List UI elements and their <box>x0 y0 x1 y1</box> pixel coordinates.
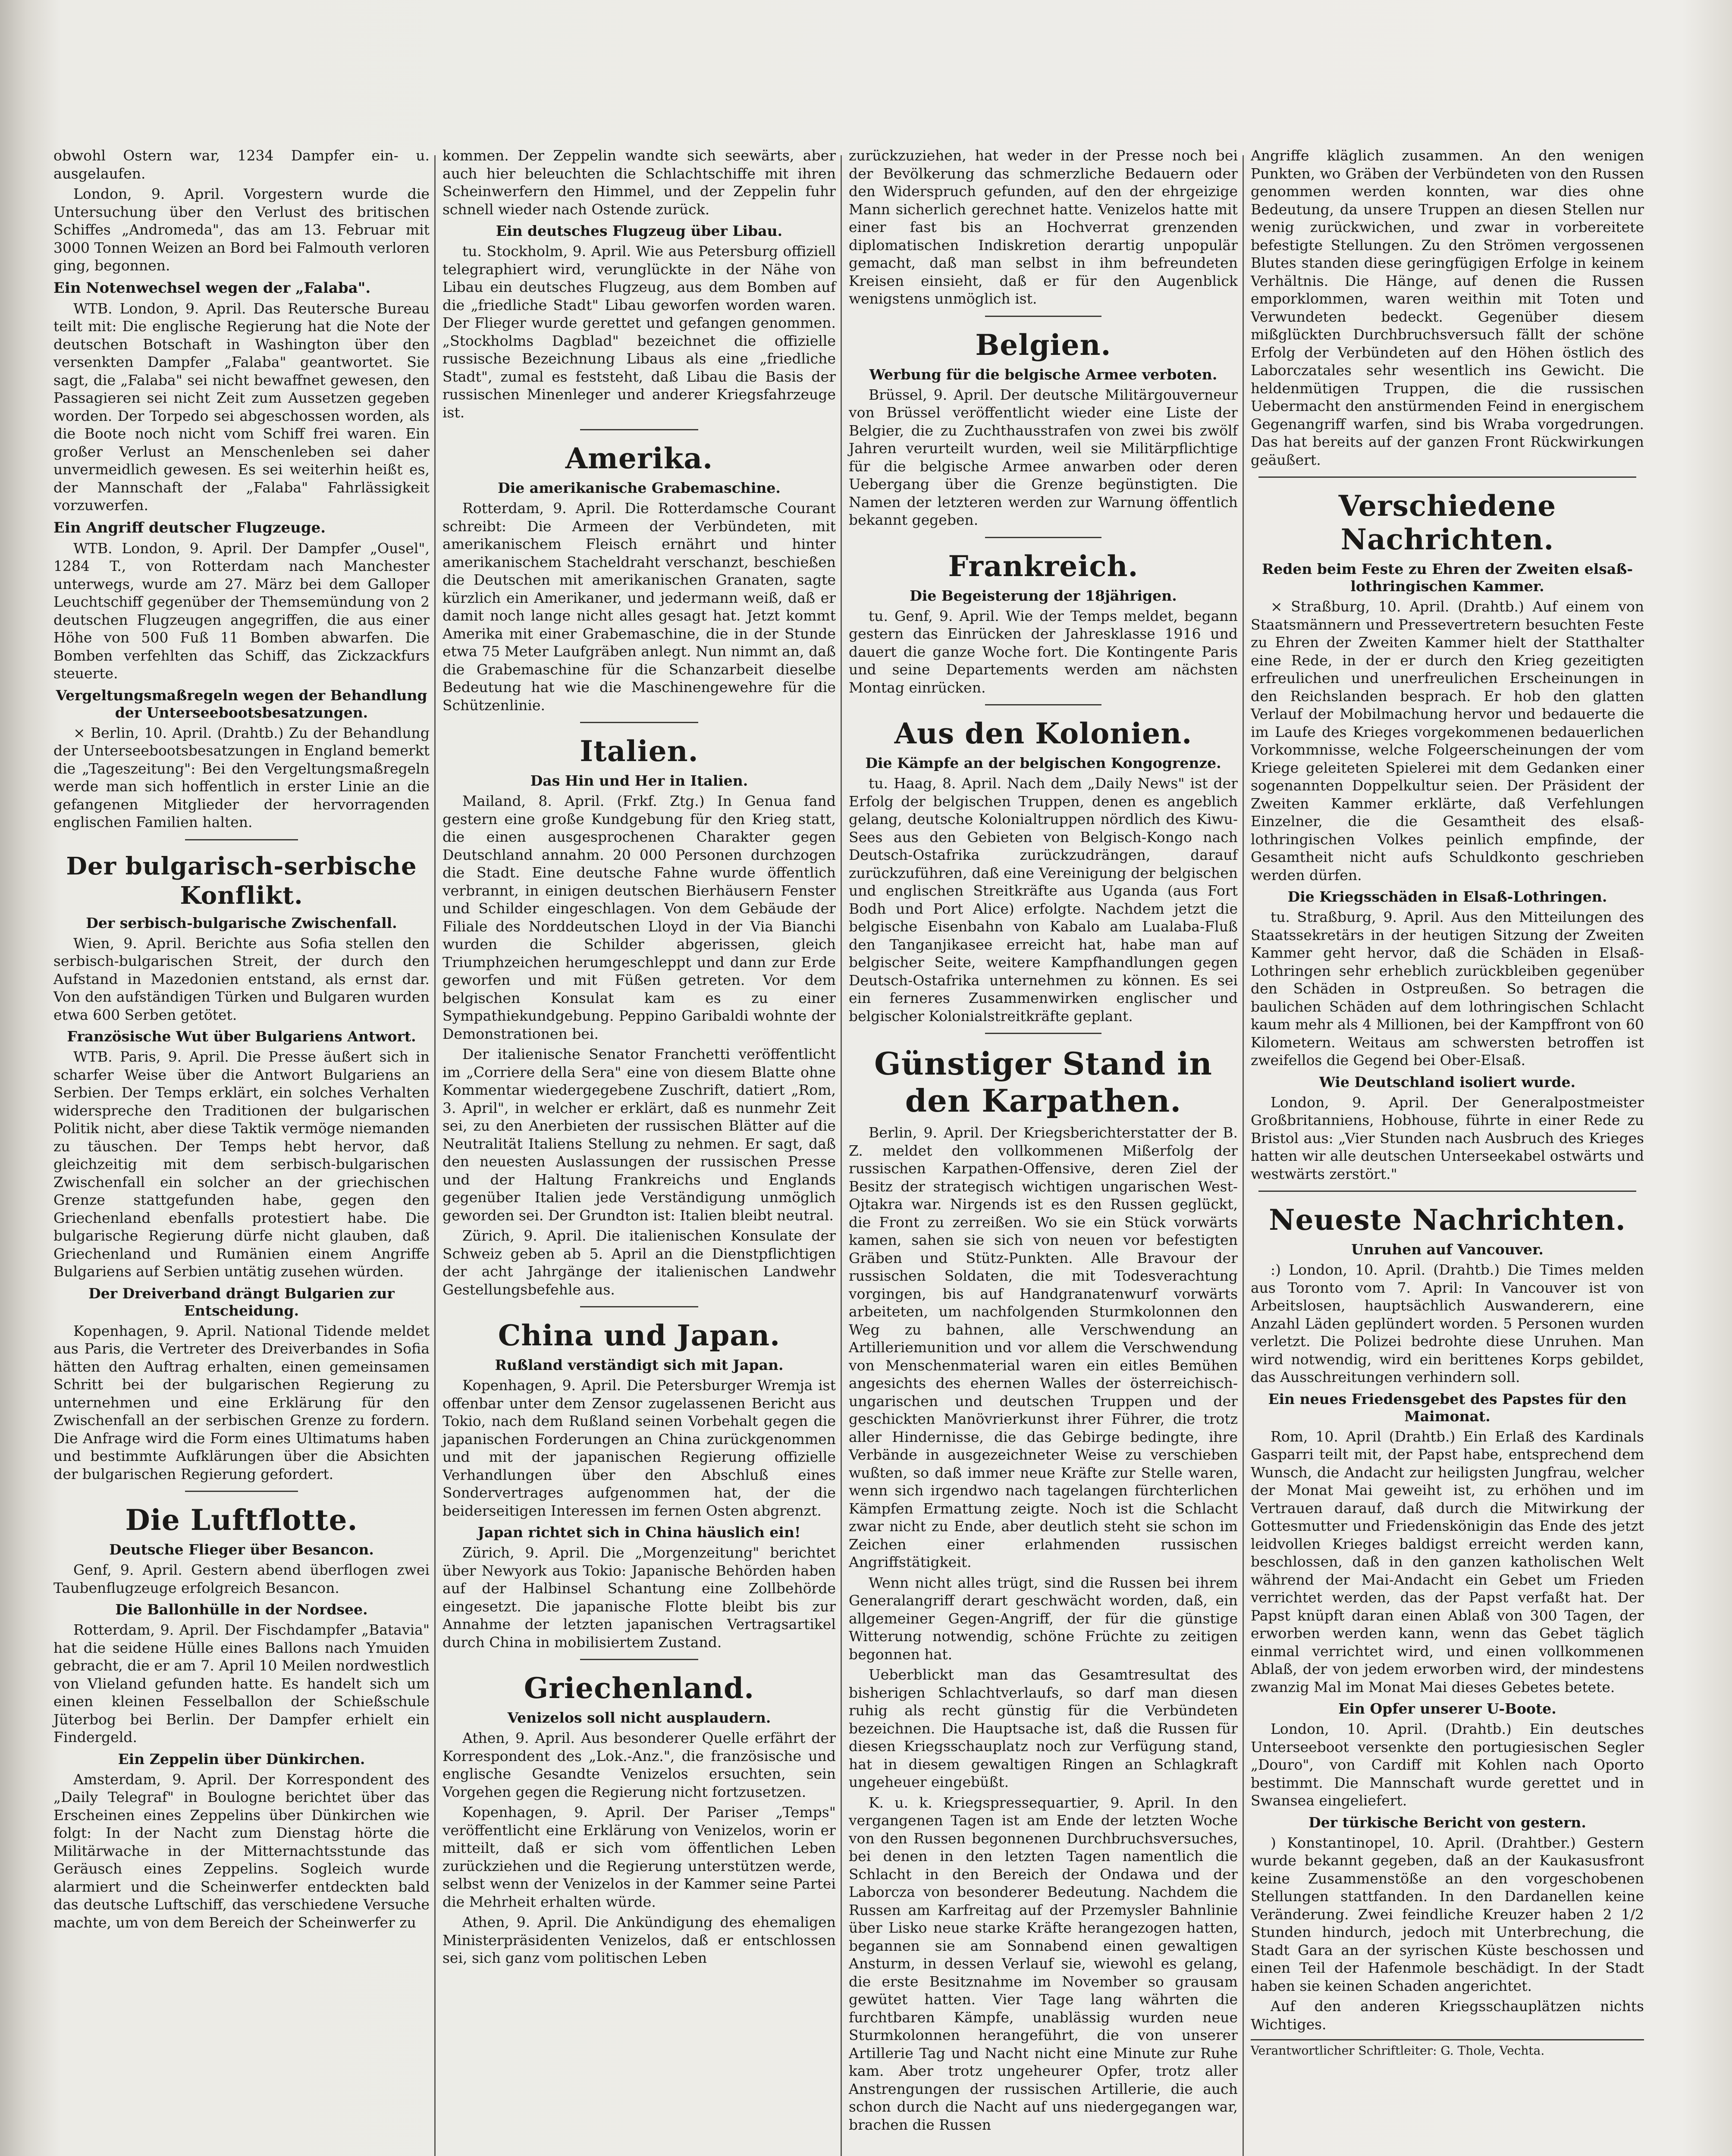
separator <box>985 1033 1102 1034</box>
column-4 <box>1245 147 1650 2156</box>
editor-imprint: Verantwortlicher Schriftleiter: G. Thole, Vechta. <box>1251 2039 1644 2059</box>
article-subheading: Deutsche Flieger über Besancon. <box>109 1541 374 1558</box>
paragraph: Mailand, 8. April. (Frkf. Ztg.) In Genua fand gestern eine große Kundgebung für den Krieg statt, die einen ausgesprochenen Charakter gegen Deutschland annahm. 20 000 Personen durchzogen die Stadt. Eine deutsche Fahne wurde öffentlich verbrannt, in einigen deutschen Bierhäusern Fenster und Schilder eingeschlagen. Von dem Gebäude der Filiale des Norddeutschen Lloyd in der Via Bianchi wurden die Schilder abgerissen, gleich Triumphzeichen herumgeschleppt und dann zur Erde geworfen und mit Füßen getreten. Vor dem belgischen Konsulat kam es zu einer Sympathiekundgebung. Peppino Garibaldi wohnte der Demonstrationen bei. <box>442 793 836 1042</box>
article-subheading: Vergeltungsmaßregeln wegen der Behandlung der Unterseebootsbesatzungen. <box>56 686 427 721</box>
separator <box>185 839 298 840</box>
paragraph: Kopenhagen, 9. April. National Tidende meldet aus Paris, die Vertreter des Dreiverbandes in Sofia hätten den Auftrag erhalten, einen gemeinsamen Schritt bei der bulgarischen Regierung zu unternehmen und eine Erklärung für den Zwischenfall an der serbischen Grenze zu fordern. Die Anfrage wird die Form eines Ultimatums haben und bestimmte Aufklärungen über die Absichten der bulgarischen Regierung gefordert. <box>53 1322 430 1482</box>
article-subheading: Werbung für die belgische Armee verboten. <box>869 366 1217 383</box>
section-heading: Günstiger Stand in den Karpathen. <box>874 1045 1212 1119</box>
article-subheading: Der Dreiverband drängt Bulgarien zur Entscheidung. <box>88 1285 395 1319</box>
paragraph: zurückzuziehen, hat weder in der Presse noch bei der Bevölkerung das schmerzliche Bedauern oder den Widerspruch gefunden, auf den der ehrgeizige Mann sicherlich gerechnet hatte. Venizelos hatte mit einer fast bis an Hochverrat grenzenden diplomatischen Indiskretion derartig unpopulär gemacht, daß man selbst in ihm befreundeten Kreisen einsieht, daß er für den Augenblick wenigstens unmöglich ist. <box>849 147 1238 307</box>
paragraph: tu. Stockholm, 9. April. Wie aus Petersburg offiziell telegraphiert wird, verunglückte in der Nähe von Libau ein deutsches Flugzeug, aus dem Bomben auf die „friedliche Stadt" Libau geworfen worden waren. Der Flieger wurde gerettet und gefangen genommen. „Stockholms Dagblad" bezeichnet die offizielle russische Bezeichnung Libaus als eine „friedliche Stadt", zumal es feststeht, daß Libau die Basis der russischen Minenleger und anderer Kriegsfahrzeuge ist. <box>442 243 836 421</box>
separator <box>1258 1191 1636 1192</box>
paragraph: Auf den anderen Kriegsschauplätzen nichts Wichtiges. <box>1251 1998 1644 2033</box>
section-heading: China und Japan. <box>498 1319 781 1352</box>
article-subheading: Ein deutsches Flugzeug über Libau. <box>496 222 783 239</box>
section-heading: Aus den Kolonien. <box>894 717 1192 750</box>
paragraph: London, 9. April. Vorgestern wurde die Untersuchung über den Verlust des britischen Schiffes „Andromeda", das am 13. Februar mit 3000 Tonnen Weizen an Bord bei Falmouth verloren ging, begonnen. <box>53 185 430 274</box>
paragraph: Der italienische Senator Franchetti veröffentlicht im „Corriere della Sera" eine von diesem Blatte ohne Kommentar wiedergegebene Zuschrift, datiert „Rom, 3. April", in welcher er erklärt, daß es nunmehr Zeit sei, zu den Anerbieten der russischen Blätter auf die Neutralität Italiens Stellung zu nehmen. Er sagt, daß den neuesten Auslassungen der russischen Presse und der Haltung Frankreichs und Englands gegenüber Italien jede Verständigung unmöglich geworden sei. Der Grundton ist: Italien bleibt neutral. <box>442 1046 836 1224</box>
paragraph: tu. Haag, 8. April. Nach dem „Daily News" ist der Erfolg der belgischen Truppen, denen es angeblich gelang, deutsche Kolonialtruppen nördlich des Kiwu-Sees aus den Gebieten von Belgisch-Kongo nach Deutsch-Ostafrika zurückzudrängen, darauf zurückzuführen, daß eine Vereinigung der belgischen und englischen Streitkräfte aus Uganda (aus Fort Bodh und Port Alice) erfolgte. Nachdem jetzt die belgische Eisenbahn von Kabalo am Lualaba-Fluß den Tanganjikasee erreicht hat, habe man auf belgischer Seite, weitere Kampfhandlungen gegen Deutsch-Ostafrika unternehmen zu können. Es sei ein ferneres Zusammenwirken englischer und belgischer Kolonialstreitkräfte geplant. <box>849 775 1238 1025</box>
article-subheading: Die Begeisterung der 18jährigen. <box>910 587 1177 604</box>
column-3 <box>843 147 1244 2156</box>
paragraph: tu. Genf, 9. April. Wie der Temps meldet, begann gestern das Einrücken der Jahresklasse 1916 und dauert die ganze Woche fort. Die Kontingente Paris und seine Departements werden am nächsten Montag einrücken. <box>849 607 1238 696</box>
section-heading: Belgien. <box>975 328 1111 362</box>
article-subheading: Ein neues Friedensgebet des Papstes für den Maimonat. <box>1268 1390 1627 1425</box>
paragraph: Wenn nicht alles trügt, sind die Russen bei ihrem Generalangriff derart geschwächt worden, daß, ein allgemeiner Gegen-Angriff, der für die günstige Witterung notwendig, schöne Früchte zu zeitigen begonnen hat. <box>849 1574 1238 1663</box>
article-subheading: Ein Opfer unserer U-Boote. <box>1338 1700 1556 1717</box>
section-heading: Neueste Nachrichten. <box>1269 1203 1626 1237</box>
paragraph: WTB. London, 9. April. Das Reutersche Bureau teilt mit: Die englische Regierung hat die Note der deutschen Botschaft in Washington über den versenkten Dampfer „Falaba" geantwortet. Sie sagt, die „Falaba" sei nicht bewaffnet gewesen, den Passagieren sei nicht Zeit zum Aussetzen gegeben worden. Der Torpedo sei abgeschossen worden, als die Boote noch nicht vom Schiff frei waren. Ein großer Verlust an Menschenleben sei daher unvermeidlich gewesen. Es sei weiterhin heißt es, der Mannschaft der „Falaba" Fahrlässigkeit vorzuwerfen. <box>53 300 430 514</box>
paragraph: Angriffe kläglich zusammen. An den wenigen Punkten, wo Gräben der Verbündeten von den Russen genommen werden konnten, war dies ohne Bedeutung, da unsere Truppen an diesen Stellen nur wenig zurückwichen, und zwar in vorbereitete befestigte Stellungen. Zu den Strömen vergossenen Blutes standen diese geringfügigen Erfolge in keinem Verhältnis. Die Hänge, auf denen die Russen emporklommen, waren weithin mit Toten und Verwundeten bedeckt. Gegenüber diesem mißglückten Durchbruchsversuch fällt der schöne Erfolg der Verbündeten auf den Höhen östlich des Laborczatales sehr wesentlich ins Gewicht. Die heldenmütigen Truppen, die die russischen Uebermacht den anstürmenden Feind in energischem Gegenangriff warfen, sind bis Wraba vorgedrungen. Das hat bereits auf der ganzen Front Rückwirkungen geäußert. <box>1251 147 1644 468</box>
column-1 <box>47 147 436 2156</box>
separator <box>985 537 1102 538</box>
paragraph: WTB. London, 9. April. Der Dampfer „Ousel", 1284 T., von Rotterdam nach Manchester unterwegs, wurde am 27. März bei dem Galloper Leuchtschiff gegenüber der Themsemündung von 2 deutschen Flugzeugen angegriffen, die aus einer Höhe von 500 Fuß 11 Bomben abwarfen. Die Bomben verfehlten das Schiff, das Zickzackfurs steuerte. <box>53 539 430 682</box>
paragraph: Kopenhagen, 9. April. Die Petersburger Wremja ist offenbar unter dem Zensor zugelassenen Bericht aus Tokio, nach dem Rußland seinen Vorbehalt gegen die japanischen Forderungen an China zurückgenommen und mit der japanischen Regierung offizielle Verhandlungen über den Abschluß eines Sondervertrages aufgenommen hat, der die beiderseitigen Interessen im fernen Osten abgrenzt. <box>442 1377 836 1519</box>
article-subheading: Französische Wut über Bulgariens Antwort. <box>67 1028 416 1045</box>
section-heading: Frankreich. <box>948 549 1139 583</box>
paragraph: London, 9. April. Der Generalpostmeister Großbritanniens, Hobhouse, führte in einer Rede zu Bristol aus: „Vier Stunden nach Ausbruch des Krieges hatten wir alle deutschen Unterseekabel ostwärts und westwärts zerstört." <box>1251 1094 1644 1182</box>
article-subheading: Wie Deutschland isoliert wurde. <box>1319 1073 1576 1091</box>
section-heading: Griechenland. <box>524 1671 755 1705</box>
article-subheading: Das Hin und Her in Italien. <box>530 772 748 789</box>
article-subheading: Der türkische Bericht von gestern. <box>1308 1814 1586 1831</box>
paragraph: Rotterdam, 9. April. Der Fischdampfer „Batavia" hat die seidene Hülle eines Ballons nach Ymuiden gebracht, die er am 7. April 10 Meilen nordwestlich von Vlieland gefunden hatte. Es handelt sich um einen kleinen Fesselballon der Schießschule Jüterbog bei Berlin. Der Dampfer erhielt ein Findergeld. <box>53 1621 430 1745</box>
paragraph: London, 10. April. (Drahtb.) Ein deutsches Unterseeboot versenkte den portugiesischen Segler „Douro", von Cardiff mit Kohlen nach Oporto bestimmt. Die Mannschaft wurde gerettet und in Swansea eingeliefert. <box>1251 1720 1644 1809</box>
article-subheading: Venizelos soll nicht ausplaudern. <box>507 1709 771 1726</box>
paragraph: × Berlin, 10. April. (Drahtb.) Zu der Behandlung der Unterseebootsbesatzungen in England bemerkt die „Tageszeitung": Bei den Vergeltungsmaßregeln werde man sich hoffentlich in erster Linie an die gefangenen Mitglieder der hervorragenden englischen Familien halten. <box>53 724 430 830</box>
separator <box>185 1491 298 1492</box>
paragraph: Rom, 10. April (Drahtb.) Ein Erlaß des Kardinals Gasparri teilt mit, der Papst habe, entsprechend dem Wunsch, die Andacht zur heiligsten Jungfrau, welcher der Monat Mai geweiht ist, zu erhöhen und im Vertrauen darauf, daß durch die Mitwirkung der Gottesmutter und Friedenskönigin das Ende des jetzt leidvollen Krieges baldigst erreicht werden kann, beschlossen, daß in den ganzen katholischen Welt während der Mai-Andacht ein Gebet um Frieden verrichtet werden, das der Papst verfaßt hat. Der Papst knüpft daran einen Ablaß von 300 Tagen, der erworben werden kann, wenn das Gebet täglich einmal verrichtet wird, und einen vollkommenen Ablaß, der von jedem erworben wird, der mindestens zwanzig Mal im Monat Mai dieses Gebetes betete. <box>1251 1428 1644 1695</box>
paragraph: Ueberblickt man das Gesamtresultat des bisherigen Schlachtverlaufs, so darf man diesen ruhig als recht günstig für die Verbündeten bezeichnen. Die Hauptsache ist, daß die Russen für diesen Kriegsschauplatz noch zur Verfügung stand, hat in diesem gewaltigen Ringen an Schlagkraft ungeheuer eingebüßt. <box>849 1666 1238 1790</box>
paragraph: Rotterdam, 9. April. Die Rotterdamsche Courant schreibt: Die Armeen der Verbündeten, mit amerikanischem Fleisch ernährt und hinter amerikanischem Stacheldraht verschanzt, beschießen die Deutschen mit amerikanischen Granaten, sagte kürzlich ein Amerikaner, und jedermann weiß, daß er damit noch lange nicht alles gesagt hat. Jetzt kommt Amerika mit einer Grabemaschine, die in der Stunde etwa 75 Meter Laufgräben anlegt. Nun nimmt an, daß die Grabemaschine für die Schanzarbeit dieselbe Bedeutung hat wie die Maschinengewehre für die Schützenlinie. <box>442 500 836 714</box>
article-subheading: Der serbisch-bulgarische Zwischenfall. <box>86 914 397 931</box>
section-heading: Die Luftflotte. <box>125 1503 358 1537</box>
paragraph: :) London, 10. April. (Drahtb.) Die Times melden aus Toronto vom 7. April: In Vancouver ist von Arbeitslosen, hauptsächlich Auswanderern, eine Anzahl Läden geplündert worden. 5 Personen wurden verletzt. Die Polizei bedrohte diese Unruhen. Man wird notwendig, wird ein berittenes Korps gebildet, das Ausschreitungen verhindern soll. <box>1251 1261 1644 1385</box>
separator <box>580 722 698 723</box>
paragraph: WTB. Paris, 9. April. Die Presse äußert sich in scharfer Weise über die Antwort Bulgariens an Serbien. Der Temps erklärt, ein solches Verhalten widerspreche den Traditionen der bulgarischen Politik nicht, aber diese Taktik vermöge niemanden zu täuschen. Der Temps hebt hervor, daß gleichzeitig mit dem serbisch-bulgarischen Zwischenfall ein solcher an der griechischen Grenze stattgefunden habe, gegen den Griechenland ebenfalls protestiert habe. Die bulgarische Regierung dürfe nicht glauben, daß Griechenland und Rumänien einem Angriffe Bulgariens auf Serbien untätig zusehen würden. <box>53 1048 430 1280</box>
article-subheading: Die amerikanische Grabemaschine. <box>498 479 781 496</box>
paragraph: Athen, 9. April. Aus besonderer Quelle erfährt der Korrespondent des „Lok.-Anz.", die französische und englische Gesandte Venizelos ersuchten, sein Vorgehen gegen die Regierung nicht fortzusetzen. <box>442 1730 836 1800</box>
article-subheading: Rußland verständigt sich mit Japan. <box>495 1357 784 1373</box>
paragraph: Zürich, 9. April. Die italienischen Konsulate der Schweiz geben ab 5. April an die Dienstpflichtigen der acht Jahrgänge der italienischen Landwehr Gestellungsbefehle aus. <box>442 1227 836 1298</box>
paragraph: Kopenhagen, 9. April. Der Pariser „Temps" veröffentlicht eine Erklärung von Venizelos, worin er mitteilt, daß er sich vom öffentlichen Leben zurückziehen und die Regierung unterstützen werde, selbst wenn der Venizelos in der Kammer seine Partei die Mehrheit erhalten würde. <box>442 1804 836 1910</box>
separator <box>1258 476 1636 478</box>
article-heading: Ein Angriff deutscher Flugzeuge. <box>53 519 326 536</box>
section-heading: Der bulgarisch-serbische Konflikt. <box>66 852 417 910</box>
paragraph: Berlin, 9. April. Der Kriegsberichterstatter der B. Z. meldet den vollkommenen Mißerfolg der russischen Karpathen-Offensive, deren Ziel der Besitz der strategisch wichtigen ungarischen West-Ojtakra war. Nirgends ist es den Russen geglückt, die Front zu zerreißen. Wo sie ein Stück vorwärts kamen, sahen sie sich von neuen vor befestigten Gräben und Stütz-Punkten. Alle Bravour der russischen Soldaten, die mit Todesverachtung vorgingen, bis auf Handgranatenwurf vorwärts arbeiteten, um nachfolgenden Sturmkolonnen den Weg zu bahnen, alle Verschwendung an Artilleriemunition und vor allem die Verschwendung von Menschenmaterial waren ein eitles Bemühen angesichts des ehernen Walles der österreichisch-ungarischen und deutschen Truppen und der geschickten Manövrierkunst ihrer Führer, die trotz aller Hindernisse, die das Gebirge bedingte, ihre Verbände in ausgezeichneter Weise zu verschieben wußten, so daß immer neue Kräfte zur Stelle waren, wenn sich irgendwo nach tagelangen fürchterlichen Kämpfen Ermattung zeigte. Noch ist die Schlacht zwar nicht zu Ende, aber deutlich steht sie schon im Zeichen einer erlahmenden russischen Angriffstätigkeit. <box>849 1124 1238 1570</box>
separator <box>985 316 1102 317</box>
paragraph: K. u. k. Kriegspressequartier, 9. April. In den vergangenen Tagen ist am Ende der letzten Woche von den Russen begonnenen Durchbruchsversuches, bei denen in den letzten Tagen namentlich die Schlacht in den Bereich der Ondawa und der Laborcza von besonderer Bedeutung. Nachdem die Russen am Karfreitag auf der Przemysler Bahnlinie über Lisko neue starke Kräfte herangezogen hatten, begannen sie am Sonnabend einen gewaltigen Ansturm, in dessen Verlauf sie, wiewohl es gelang, die erste Besitznahme im November so grausam gewütet hatten. Vier Tage lang währten die furchtbaren Kämpfe, unablässig wurden neue Sturmkolonnen herangeführt, die von unserer Artillerie Tag und Nacht nicht eine Minute zur Ruhe kam. Aber trotz ungeheurer Opfer, trotz aller Anstrengungen der russischen Artillerie, die auch schon durch die Nacht auf uns niedergegangen war, brachen die Russen <box>849 1794 1238 2133</box>
article-subheading: Die Ballonhülle in der Nordsee. <box>115 1601 368 1618</box>
separator <box>580 1659 698 1660</box>
paragraph: tu. Straßburg, 9. April. Aus den Mitteilungen des Staatssekretärs in der heutigen Sitzung der Zweiten Kammer geht hervor, daß die Schäden in Elsaß-Lothringen sehr erheblich zurückbleiben gegenüber den Schäden in Ostpreußen. So betragen die baulichen Schäden auf dem lothringischen Schlacht kaum mehr als 4 Millionen, bei der Kampffront von 60 Kilometern. Weitaus am schwersten betroffen ist zweifellos die Gegend bei Ober-Elsaß. <box>1251 909 1644 1069</box>
paragraph: Zürich, 9. April. Die „Morgenzeitung" berichtet über Newyork aus Tokio: Japanische Behörden haben auf der Halbinsel Schantung eine Zollbehörde eingesetzt. Die japanische Flotte bleibt bis zur Annahme der letzten japanischen Vertragsartikel durch China in mobilisiertem Zustand. <box>442 1544 836 1651</box>
article-subheading: Japan richtet sich in China häuslich ein! <box>477 1524 801 1541</box>
article-subheading: Ein Zeppelin über Dünkirchen. <box>118 1750 365 1767</box>
article-subheading: Die Kämpfe an der belgischen Kongogrenze. <box>865 755 1221 771</box>
paragraph: Athen, 9. April. Die Ankündigung des ehemaligen Ministerpräsidenten Venizelos, daß er entschlossen sei, sich ganz vom politischen Leben <box>442 1914 836 1966</box>
paragraph: obwohl Ostern war, 1234 Dampfer ein- u. ausgelaufen. <box>53 147 430 182</box>
column-2 <box>436 147 842 2156</box>
article-subheading: Die Kriegsschäden in Elsaß-Lothringen. <box>1287 888 1607 905</box>
paragraph: × Straßburg, 10. April. (Drahtb.) Auf einem von Staatsmännern und Pressevertretern besuchten Feste zu Ehren der Zweiten Kammer hielt der Statthalter eine Rede, in der er durch den Krieg gezeitigten erfreulichen und unerfreulichen Erscheinungen in den Reichslanden besprach. Er hob den glatten Verlauf der Mobilmachung hervor und bedauerte die im Laufe des Krieges vorgekommenen bedauerlichen Vorkommnisse, welche Folgeerscheinungen der vom Kriege geleiteten Spielerei mit dem Gedanken einer sogenannten Doppelkultur seien. Der Präsident der Zweiten Kammer erklärte, daß Verfehlungen Einzelner, die die Gesamtheit des elsaß-lothringischen Volkes peinlich empfinde, der Gesamtheit nicht aufs Schuldkonto geschrieben werden dürfen. <box>1251 598 1644 884</box>
article-heading: Ein Notenwechsel wegen der „Falaba". <box>53 279 371 297</box>
paragraph: Amsterdam, 9. April. Der Korrespondent des „Daily Telegraf" in Boulogne berichtet über das Erscheinen eines Zeppelins über Dünkirchen wie folgt: In der Nacht zum Dienstag hörte die Militärwache in der Mitternachtsstunde das Geräusch eines Zeppelins. Sogleich wurde alarmiert und die Scheinwerfer entdeckten bald das deutsche Luftschiff, das verschiedene Versuche machte, um von dem Bereich der Scheinwerfer zu <box>53 1771 430 1931</box>
paragraph: Brüssel, 9. April. Der deutsche Militärgouverneur von Brüssel veröffentlicht wieder eine Liste der Belgier, die zu Zuchthausstrafen von zwei bis zwölf Jahren verurteilt wurden, weil sie Militärpflichtige für die belgische Armee anwarben oder deren Uebergang über die Grenze begünstigten. Die Namen der letzteren werden zur Warnung öffentlich bekannt gegeben. <box>849 386 1238 528</box>
paragraph: Genf, 9. April. Gestern abend überflogen zwei Taubenflugzeuge erfolgreich Besancon. <box>53 1561 430 1596</box>
paragraph: ) Konstantinopel, 10. April. (Drahtber.) Gestern wurde bekannt gegeben, daß an der Kaukasusfront keine Zusammenstöße an den vorgeschobenen Stellungen stattfanden. In den Dardanellen keine Veränderung. Zwei feindliche Kreuzer haben 2 1/2 Stunden hindurch, jedoch mit Unterbrechung, die Stadt Gara an der syrischen Küste beschossen und einen Teil der Hafenmole beschädigt. In der Stadt haben sie keinen Schaden angerichtet. <box>1251 1834 1644 1994</box>
separator <box>580 429 698 430</box>
article-subheading: Reden beim Feste zu Ehren der Zweiten elsaß-lothringischen Kammer. <box>1261 561 1633 595</box>
section-heading: Amerika. <box>565 442 713 475</box>
section-heading: Italien. <box>580 734 699 768</box>
article-subheading: Unruhen auf Vancouver. <box>1351 1241 1544 1258</box>
paragraph: Wien, 9. April. Berichte aus Sofia stellen den serbisch-bulgarischen Streit, der durch den Aufstand in Mazedonien entstand, als ernst dar. Von den aufständigen Türken und Bulgaren wurden etwa 600 Serben getötet. <box>53 934 430 1023</box>
separator <box>985 704 1102 705</box>
paragraph: kommen. Der Zeppelin wandte sich seewärts, aber auch hier beleuchten die Schlachtschiffe mit ihren Scheinwerfern den Himmel, und der Zeppelin fuhr schnell wieder nach Ostende zurück. <box>442 147 836 218</box>
section-heading: Verschiedene Nachrichten. <box>1338 489 1556 556</box>
separator <box>580 1306 698 1307</box>
